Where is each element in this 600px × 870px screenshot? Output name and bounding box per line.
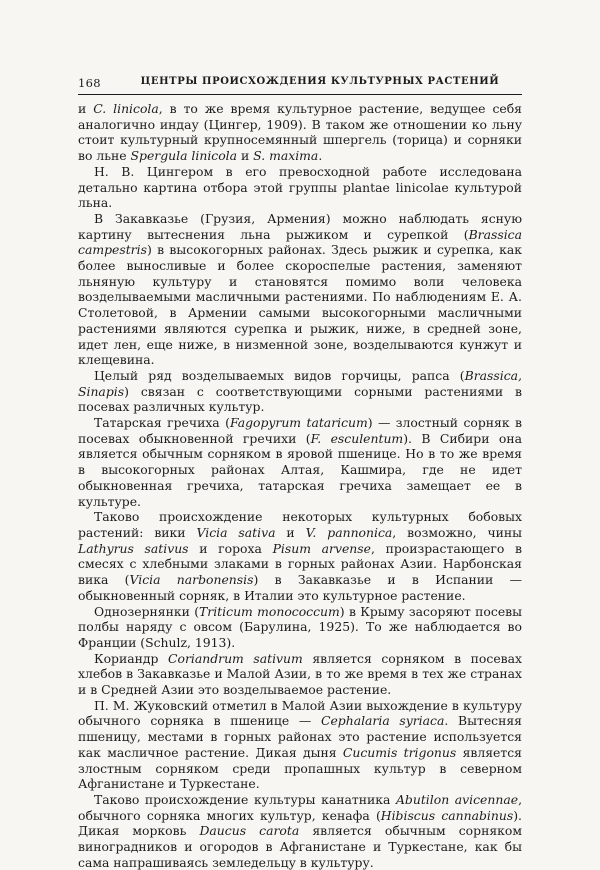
- text-run: является сорняком в посевах хлебов в Закавказье и Малой Азии, в то же время в тех же странах и в Средней Азии это возделываемое растение.: [78, 650, 523, 698]
- paragraph: [78, 368, 522, 415]
- latin-name: Pisum arvense: [272, 540, 371, 556]
- paragraph: [78, 415, 522, 509]
- paragraph: [78, 792, 522, 870]
- latin-name: Cephalaria syriaca: [320, 713, 445, 729]
- latin-name: Hibiscus cannabinus: [380, 807, 514, 823]
- text-run: ) в Закавказье и в Испании — обыкновенный сорняк, в Италии это культурное растение.: [78, 572, 522, 603]
- latin-name: Daucus carota: [199, 823, 300, 839]
- paragraph: [78, 101, 522, 164]
- paragraph: [78, 604, 522, 651]
- text-run: и: [275, 524, 306, 540]
- text-run: ) связан с соответствующими сорными растениями в посевах различных культур.: [78, 383, 522, 415]
- latin-name: Vicia sativa: [196, 524, 276, 540]
- paragraph: [78, 698, 522, 792]
- text-run: и: [78, 101, 94, 116]
- text-run: Таково происхождение культуры канатника: [94, 791, 396, 807]
- text-run: ) в высокогорных районах. Здесь рыжик и сурепка, как более выносливые и более скороспелые растения, заменяют льняную культуру и становятся помимо воли человека возделываемыми масличными растениями. По наблюдениям Е. А. Столетовой, в Армении самыми высокогорными масличными растениями являются сурепка и рыжик, ниже, в средней зоне, идет лен, еще ниже, в низменной зоне, возделываются кунжут и клещевина.: [78, 242, 522, 368]
- text-run: , произрастающего в смесях с хлебными злаками в горных районах Азии. Нарбонская вика (: [78, 540, 522, 588]
- latin-name: V. pannonica: [305, 524, 393, 540]
- text-run: и гороха: [188, 540, 273, 556]
- latin-name: Lathyrus sativus: [78, 540, 189, 556]
- text-run: Н. В. Цингером в его превосходной работе исследована детально картина отбора этой группы plantae linicolae культурой льна.: [78, 163, 522, 211]
- header-rule: [78, 94, 522, 95]
- latin-name: Cucumis trigonus: [342, 744, 457, 760]
- text-run: и: [237, 148, 254, 164]
- text-run: является обычным сорняком виноградников и огородов в Афганистане и Туркестане, как бы сама напрашиваясь земледельцу в культуру.: [78, 823, 522, 870]
- latin-name: C. linicola: [93, 101, 159, 116]
- paragraph: [78, 164, 522, 211]
- text-run: Татарская гречиха (: [94, 415, 230, 431]
- text-run: является злостным сорняком среди пропашных культур в северном Афганистане и Туркестане.: [78, 744, 522, 792]
- text-run: , возможно, чины: [392, 524, 523, 540]
- latin-name: Fagopyrum tataricum: [229, 415, 368, 431]
- paragraph: [78, 211, 522, 368]
- latin-name: S. maxima: [253, 148, 319, 164]
- text-run: Однозернянки (: [94, 603, 200, 619]
- text-run: Кориандр: [94, 650, 169, 666]
- text-run: , в то же время культурное растение, ведущее себя аналогично индау (Цингер, 1909). В таком же отношении ко льну стоит культурный крупносемянный шпергель (торица) и сорняки во льне: [78, 101, 522, 164]
- latin-name: Abutilon avicennae: [395, 791, 519, 807]
- text-run: ) — злостный сорняк в посевах обыкновенной гречихи (: [78, 415, 522, 446]
- text-run: ) в Крыму засоряют посевы полбы наряду с овсом (Барулина, 1925). То же наблюдается во Франции (Schulz, 1913).: [78, 603, 522, 650]
- text-run: ). Дикая морковь: [78, 807, 522, 839]
- text-run: , обычного сорняка многих культур, кенафа (: [78, 791, 523, 823]
- latin-name: Brassica, Sinapis: [78, 367, 522, 399]
- paragraph: [78, 509, 522, 603]
- page-number: 168: [78, 76, 101, 90]
- latin-name: Spergula linicola: [130, 148, 238, 164]
- text-run: Целый ряд возделываемых видов горчицы, рапса (: [94, 367, 465, 383]
- text-run: .: [318, 148, 323, 164]
- page-header: [78, 76, 522, 94]
- running-title: ЦЕНТРЫ ПРОИСХОЖДЕНИЯ КУЛЬТУРНЫХ РАСТЕНИЙ: [140, 76, 500, 87]
- text-run: Таково происхождение некоторых культурных бобовых растений: вики: [78, 509, 522, 540]
- latin-name: Triticum monococcum: [199, 603, 340, 619]
- latin-name: Coriandrum sativum: [168, 650, 303, 666]
- latin-name: Vicia narbonensis: [129, 572, 254, 588]
- latin-name: F. esculentum: [310, 430, 404, 446]
- paragraph: [78, 651, 522, 698]
- page-body: [78, 101, 522, 870]
- text-run: . Вытесняя пшеницу, местами в горных районах это растение используется как масличное растение. Дикая дыня: [78, 713, 522, 760]
- text-run: ). В Сибири она является обычным сорняком в яровой пшенице. Но в то же время в высокогорных районах Алтая, Кашмира, где не идет обыкновенная гречиха, татарская гречиха замещает ее в культуре.: [78, 430, 522, 509]
- text-run: П. М. Жуковский отметил в Малой Азии выхождение в культуру обычного сорняка в пшенице —: [78, 697, 522, 729]
- latin-name: Brassica campestris: [78, 226, 522, 258]
- text-run: В Закавказье (Грузия, Армения) можно наблюдать ясную картину вытеснения льна рыжиком и сурепкой (: [78, 210, 522, 242]
